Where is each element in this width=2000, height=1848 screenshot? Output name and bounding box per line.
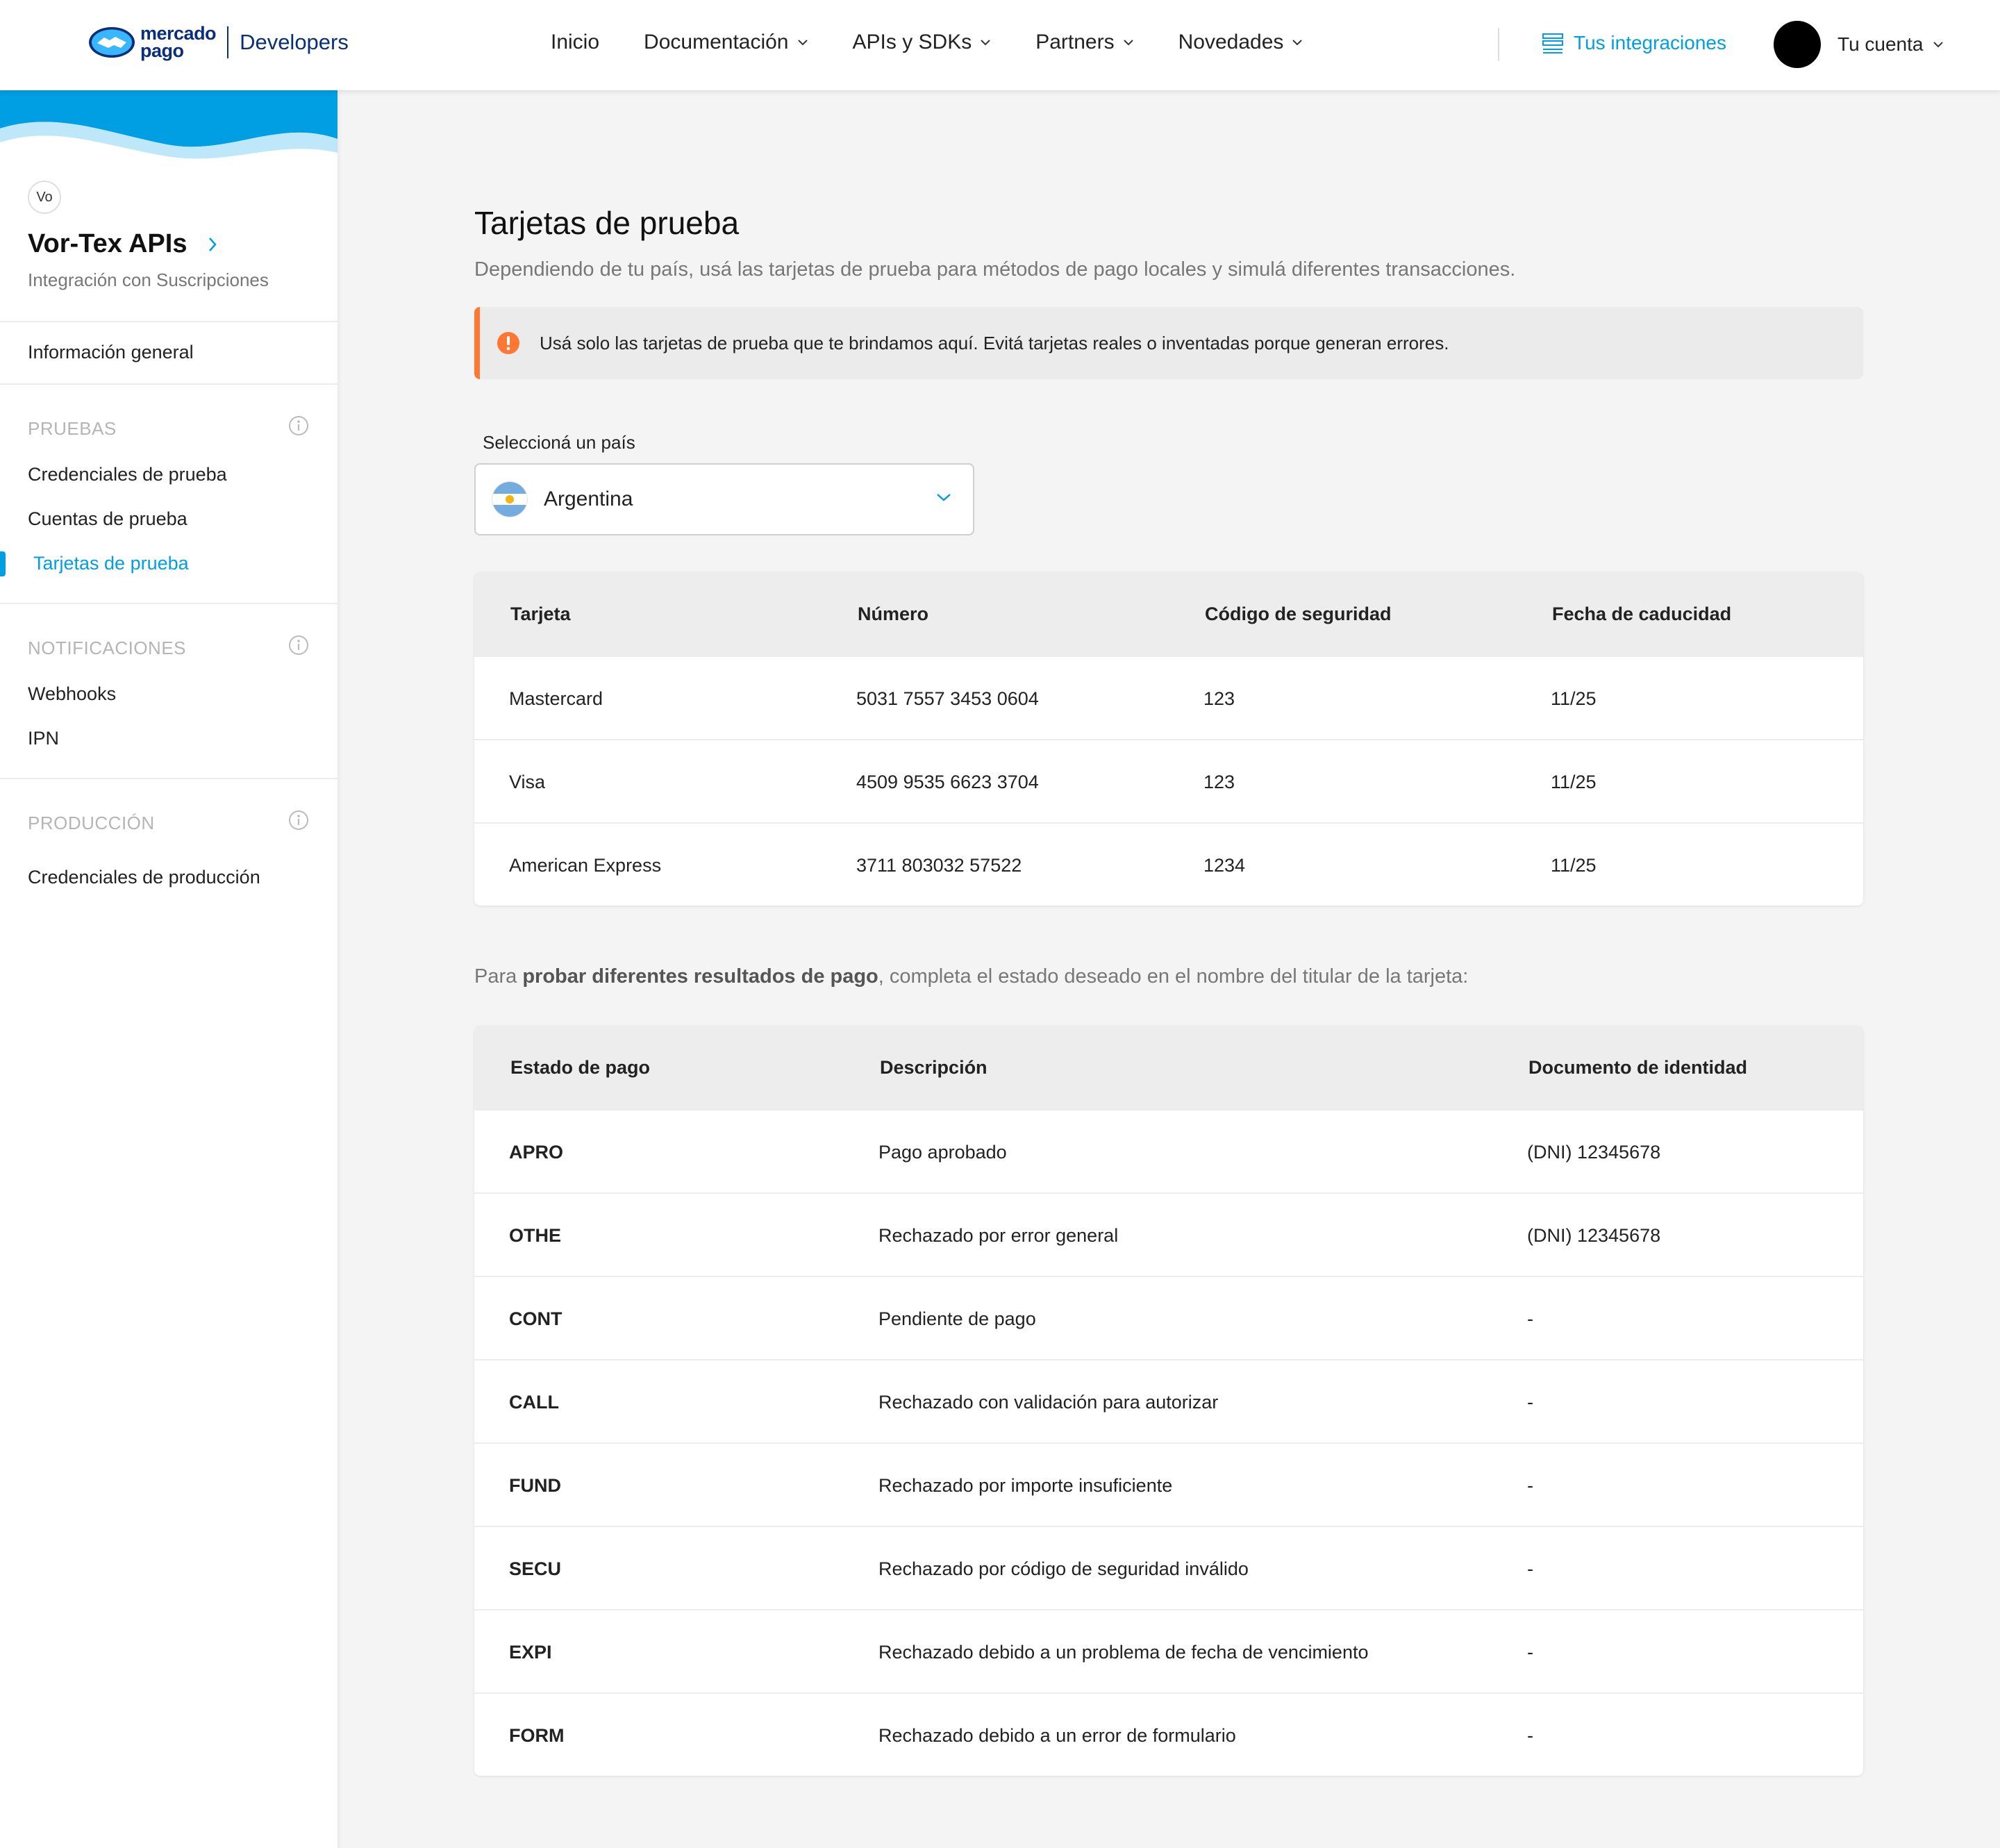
card-number[interactable]: 5031 7557 3453 0604: [856, 688, 1039, 709]
sidebar-divider: [0, 778, 338, 779]
status-description: Rechazado con validación para autorizar: [878, 1391, 1219, 1413]
logo-wordmark: mercado pago: [140, 23, 217, 61]
payment-results-intro: Para probar diferentes resultados de pago, completa el estado deseado en el nombre del titular de la tarjeta:: [474, 965, 1469, 988]
table-row: [474, 1526, 1863, 1609]
status-document: -: [1527, 1641, 1533, 1663]
tus-integraciones-link[interactable]: Tus integraciones: [1542, 32, 1726, 54]
country-select-label: Seleccioná un país: [483, 432, 635, 453]
status-description: Rechazado por error general: [878, 1224, 1119, 1246]
status-description: Pendiente de pago: [878, 1308, 1036, 1329]
sidebar-divider: [0, 383, 338, 385]
status-document: -: [1527, 1724, 1533, 1746]
table-row: [474, 822, 1863, 906]
column-header: Número: [858, 603, 929, 624]
status-document: (DNI) 12345678: [1527, 1224, 1661, 1246]
sidebar-item-ipn[interactable]: IPN: [28, 728, 60, 749]
table-row: [474, 1442, 1863, 1526]
table-row: [474, 1109, 1863, 1192]
chevron-down-icon: [797, 39, 808, 46]
column-header: Estado de pago: [510, 1056, 651, 1078]
status-description: Pago aprobado: [878, 1141, 1007, 1163]
table-header: [474, 572, 1863, 656]
project-avatar: Vo: [28, 181, 61, 214]
sidebar-section-pruebas: PRUEBAS: [28, 418, 117, 439]
page-title: Tarjetas de prueba: [474, 205, 740, 241]
country-select-value: Argentina: [544, 488, 633, 510]
column-header: Código de seguridad: [1205, 603, 1392, 624]
card-expiry[interactable]: 11/25: [1551, 688, 1597, 709]
status-code[interactable]: EXPI: [509, 1641, 552, 1663]
status-description: Rechazado debido a un problema de fecha de vencimiento: [878, 1641, 1369, 1663]
table-row: [474, 1192, 1863, 1276]
chevron-down-icon: [1123, 39, 1134, 46]
table-row: [474, 1609, 1863, 1692]
sidebar-active-indicator: [0, 551, 6, 576]
project-subtitle: Integración con Suscripciones: [28, 269, 269, 290]
nav-partners[interactable]: Partners: [1035, 31, 1133, 54]
status-code[interactable]: CONT: [509, 1308, 562, 1329]
card-name: American Express: [509, 854, 662, 876]
sidebar-divider: [0, 603, 338, 604]
sidebar-item-informacion-general[interactable]: Información general: [28, 342, 194, 363]
card-expiry[interactable]: 11/25: [1551, 771, 1597, 792]
page-description: Dependiendo de tu país, usá las tarjetas de prueba para métodos de pago locales y simulá diferentes transacciones.: [474, 258, 1516, 281]
sidebar-item-cuentas-prueba[interactable]: Cuentas de prueba: [28, 508, 188, 529]
status-code[interactable]: FORM: [509, 1724, 565, 1746]
info-icon[interactable]: [288, 634, 310, 656]
table-row: [474, 1692, 1863, 1776]
card-cvv[interactable]: 123: [1203, 688, 1235, 709]
logo-developers: Developers: [240, 30, 349, 54]
column-header: Tarjeta: [510, 603, 571, 624]
status-code[interactable]: FUND: [509, 1474, 561, 1496]
card-number[interactable]: 3711 803032 57522: [856, 854, 1022, 876]
country-select[interactable]: [474, 463, 974, 535]
handshake-logo-icon: [88, 25, 136, 60]
table-header: [474, 1026, 1863, 1109]
test-cards-table: [474, 572, 1863, 906]
sidebar-section-notificaciones: NOTIFICACIONES: [28, 638, 187, 658]
status-document: -: [1527, 1391, 1533, 1413]
status-code[interactable]: SECU: [509, 1558, 562, 1579]
avatar: [1774, 21, 1821, 68]
status-document: -: [1527, 1474, 1533, 1496]
card-name: Mastercard: [509, 688, 603, 709]
status-code[interactable]: OTHE: [509, 1224, 562, 1246]
account-menu[interactable]: Tu cuenta: [1774, 21, 1944, 68]
warning-icon: [497, 331, 520, 355]
status-document: -: [1527, 1558, 1533, 1579]
nav-novedades[interactable]: Novedades: [1178, 31, 1303, 54]
column-header: Descripción: [880, 1056, 988, 1078]
chevron-right-icon: [208, 236, 217, 253]
info-icon[interactable]: [288, 809, 310, 831]
table-row: [474, 656, 1863, 739]
card-cvv[interactable]: 1234: [1203, 854, 1246, 876]
table-row: [474, 739, 1863, 822]
top-header: [0, 0, 2000, 90]
card-name: Visa: [509, 771, 546, 792]
nav-documentacion[interactable]: Documentación: [644, 31, 808, 54]
chevron-down-icon: [1933, 41, 1944, 48]
payment-status-table: [474, 1026, 1863, 1776]
sidebar-item-credenciales-prueba[interactable]: Credenciales de prueba: [28, 464, 227, 485]
sidebar-item-webhooks[interactable]: Webhooks: [28, 683, 117, 704]
chevron-down-icon: [1292, 39, 1303, 46]
card-number[interactable]: 4509 9535 6623 3704: [856, 771, 1039, 792]
sidebar: [0, 90, 338, 1848]
table-row: [474, 1359, 1863, 1442]
sidebar-section-produccion: PRODUCCIÓN: [28, 813, 155, 833]
status-description: Rechazado debido a un error de formulario: [878, 1724, 1236, 1746]
column-header: Fecha de caducidad: [1552, 603, 1732, 624]
card-cvv[interactable]: 123: [1203, 771, 1235, 792]
warning-alert: [474, 307, 1863, 379]
status-description: Rechazado por importe insuficiente: [878, 1474, 1173, 1496]
nav-apis-sdks[interactable]: APIs y SDKs: [853, 31, 992, 54]
mercado-pago-logo[interactable]: [88, 25, 349, 60]
status-document: (DNI) 12345678: [1527, 1141, 1661, 1163]
status-code[interactable]: CALL: [509, 1391, 559, 1413]
nav-inicio[interactable]: Inicio: [551, 31, 600, 53]
sidebar-item-credenciales-produccion[interactable]: Credenciales de producción: [28, 867, 260, 888]
table-row: [474, 1276, 1863, 1359]
status-document: -: [1527, 1308, 1533, 1329]
project-selector[interactable]: Vor-Tex APIs: [28, 229, 217, 259]
card-expiry[interactable]: 11/25: [1551, 854, 1597, 876]
integrations-list-icon: [1542, 32, 1564, 54]
status-description: Rechazado por código de seguridad inválido: [878, 1558, 1249, 1579]
column-header: Documento de identidad: [1528, 1056, 1748, 1078]
sidebar-divider: [0, 321, 338, 322]
sidebar-wave-decoration: [0, 90, 338, 160]
argentina-flag-icon: [492, 482, 527, 517]
logo-separator: [227, 26, 228, 58]
status-code[interactable]: APRO: [509, 1141, 564, 1163]
alert-text: Usá solo las tarjetas de prueba que te brindamos aquí. Evitá tarjetas reales o inventadas porque generan errores.: [540, 332, 1449, 353]
header-divider: [1498, 28, 1499, 61]
main-nav: [551, 31, 1347, 54]
info-icon[interactable]: [288, 415, 310, 437]
chevron-down-icon: [935, 492, 952, 502]
chevron-down-icon: [980, 39, 991, 46]
sidebar-item-tarjetas-prueba[interactable]: Tarjetas de prueba: [33, 553, 189, 574]
